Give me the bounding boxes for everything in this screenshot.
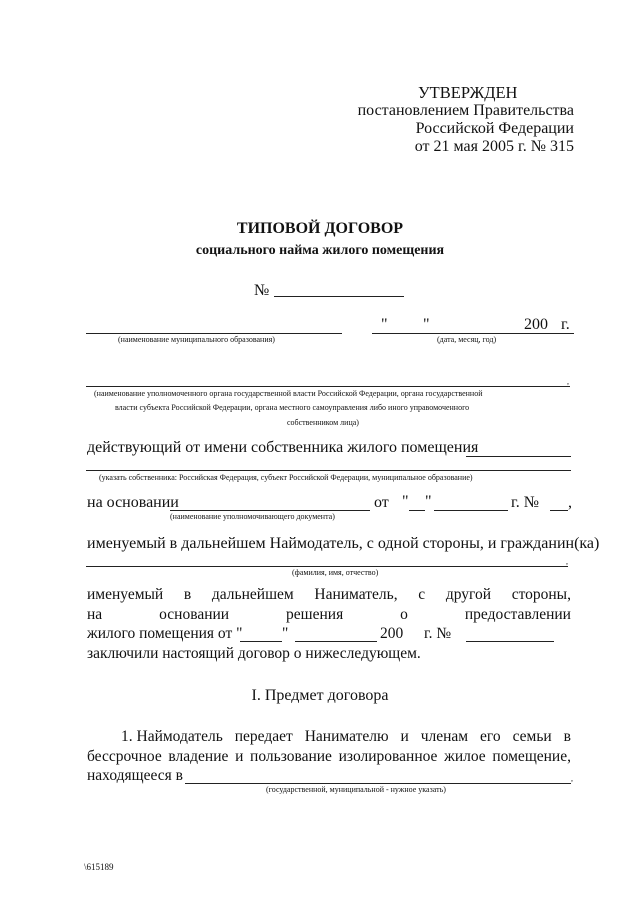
basis-quote-open: " bbox=[402, 493, 409, 510]
decision-date-prefix: жилого помещения от " bbox=[87, 625, 243, 642]
word: пользование bbox=[250, 748, 332, 765]
decision-year: 200 bbox=[380, 625, 404, 642]
basis-from: от bbox=[374, 494, 389, 511]
basis-number-field[interactable] bbox=[550, 510, 568, 511]
basis-year-suffix: г. № bbox=[511, 494, 540, 511]
word: на bbox=[87, 606, 103, 623]
date-quote-close: " bbox=[423, 316, 430, 333]
word: с bbox=[418, 586, 426, 603]
basis-document-field[interactable] bbox=[170, 510, 370, 511]
authority-comma: , bbox=[567, 377, 569, 386]
section-1-paragraph bbox=[87, 727, 571, 767]
section-1-row-2 bbox=[87, 747, 571, 767]
basis-quote-close: " bbox=[425, 493, 432, 510]
approval-title: УТВЕРЖДЕН bbox=[418, 83, 518, 102]
date-quote-open: " bbox=[381, 316, 388, 333]
approval-line-1: постановлением Правительства bbox=[357, 102, 574, 119]
authority-caption-2: власти субъекта Российской Федерации, органа местного самоуправления либо иного управомоченного bbox=[115, 403, 470, 412]
word: именуемый bbox=[87, 586, 164, 603]
tenant-paragraph bbox=[87, 585, 571, 625]
municipality-field[interactable] bbox=[86, 333, 342, 334]
word: жилое bbox=[444, 748, 486, 765]
municipality-caption: (наименование муниципального образования) bbox=[118, 335, 275, 344]
word: Нанимателю bbox=[304, 728, 389, 745]
citizen-name-field[interactable] bbox=[86, 566, 568, 567]
word: Наниматель, bbox=[314, 586, 398, 603]
owner-text: действующий от имени собственника жилого помещения bbox=[87, 439, 479, 456]
word: стороны, bbox=[511, 586, 571, 603]
citizen-name-caption: (фамилия, имя, отчество) bbox=[292, 568, 379, 577]
number-field[interactable] bbox=[274, 296, 404, 297]
authority-field[interactable] bbox=[86, 386, 570, 387]
decision-day-field[interactable] bbox=[240, 641, 282, 642]
landlord-text: именуемый в дальнейшем Наймодатель, с одной стороны, и гражданин(ка) bbox=[87, 535, 600, 552]
tenant-row-2 bbox=[87, 605, 571, 625]
word: 1. Наймодатель bbox=[121, 728, 223, 745]
decision-quote-close: " bbox=[282, 625, 289, 642]
section-1-row-1 bbox=[87, 727, 571, 747]
basis-label: на основании bbox=[87, 494, 179, 511]
word: членам bbox=[420, 728, 469, 745]
authority-caption-1: (наименование уполномоченного органа государственной власти Российской Федерации, органа государственной bbox=[94, 389, 483, 398]
word: и bbox=[400, 728, 409, 745]
word: решения bbox=[286, 606, 344, 623]
landlord-comma: , bbox=[566, 557, 568, 566]
section-1-title: I. Предмет договора bbox=[251, 687, 389, 704]
authority-caption-3: собственником лица) bbox=[287, 418, 359, 427]
footer-code: \615189 bbox=[84, 862, 114, 872]
date-year-suffix: г. bbox=[561, 316, 570, 333]
basis-caption: (наименование уполномочивающего документа) bbox=[170, 512, 335, 521]
word: и bbox=[235, 748, 244, 765]
approval-line-3: от 21 мая 2005 г. № 315 bbox=[414, 138, 574, 155]
located-in-label: находящееся в bbox=[87, 767, 183, 784]
basis-comma: , bbox=[568, 494, 572, 511]
word: в bbox=[563, 728, 571, 745]
date-field[interactable] bbox=[372, 333, 574, 334]
word: о bbox=[400, 606, 408, 623]
owner-caption: (указать собственника: Российская Федерация, субъект Российской Федерации, муниципальное образование) bbox=[99, 473, 473, 482]
basis-day-field[interactable] bbox=[409, 510, 425, 511]
date-year: 200 bbox=[524, 316, 548, 333]
ownership-type-caption: (государственной, муниципальной - нужное указать) bbox=[266, 785, 446, 794]
document-title: ТИПОВОЙ ДОГОВОР bbox=[236, 220, 404, 237]
document-subtitle: социального найма жилого помещения bbox=[195, 243, 445, 258]
decision-number-field[interactable] bbox=[466, 641, 554, 642]
word: предоставлении bbox=[464, 606, 571, 623]
date-caption: (дата, месяц, год) bbox=[437, 335, 497, 344]
located-in-comma: , bbox=[571, 774, 573, 783]
word: изолированное bbox=[338, 748, 438, 765]
approval-line-2: Российской Федерации bbox=[415, 120, 574, 137]
word: семьи bbox=[512, 728, 552, 745]
owner-field[interactable] bbox=[466, 456, 571, 457]
word: дальнейшем bbox=[211, 586, 294, 603]
word: другой bbox=[445, 586, 492, 603]
owner-field-2[interactable] bbox=[86, 470, 571, 471]
word: передает bbox=[234, 728, 293, 745]
decision-number-label: г. № bbox=[424, 625, 452, 642]
basis-month-field[interactable] bbox=[434, 510, 508, 511]
decision-month-field[interactable] bbox=[295, 641, 377, 642]
word: помещение, bbox=[492, 748, 571, 765]
tenant-row-1 bbox=[87, 585, 571, 605]
word: владение bbox=[168, 748, 229, 765]
word: его bbox=[480, 728, 501, 745]
word: бессрочное bbox=[87, 748, 162, 765]
concluded-text: заключили настоящий договор о нижеследующем. bbox=[87, 645, 421, 662]
ownership-type-field[interactable] bbox=[185, 783, 571, 784]
number-label: № bbox=[254, 282, 270, 299]
word: основании bbox=[159, 606, 230, 623]
word: в bbox=[183, 586, 192, 603]
